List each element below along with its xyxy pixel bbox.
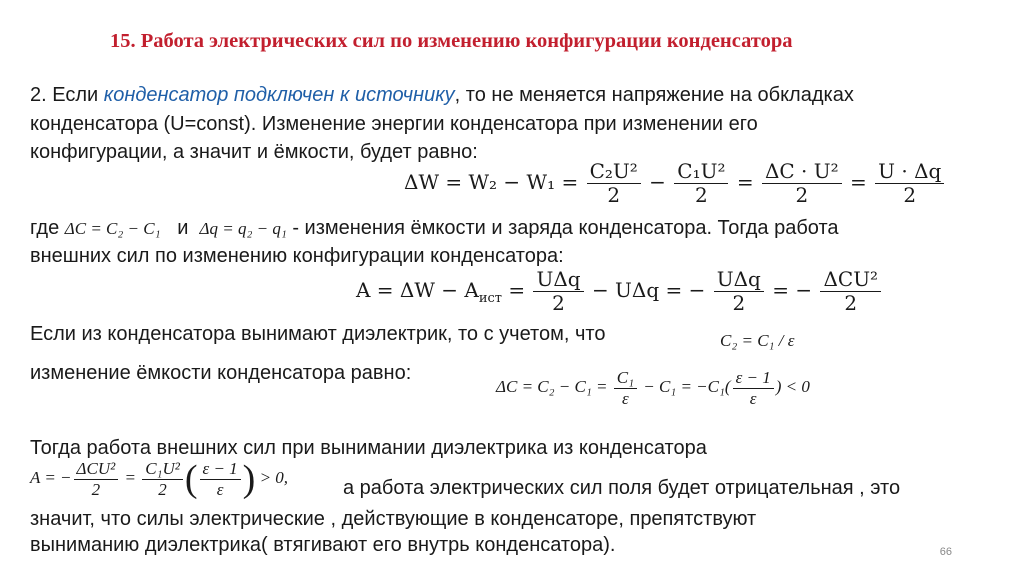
delta-q-formula: Δq = q₂ − q₁ xyxy=(199,219,287,238)
where-rest: - изменения ёмкости и заряда конденсатора. Тогда работа xyxy=(292,217,839,239)
slide-title: 15. Работа электрических сил по изменению конфигурации конденсатора xyxy=(110,30,793,52)
eq2-lhs: A = ΔW − A xyxy=(356,278,479,302)
equation-energy: ΔW = W₂ − W₁ = $\frac{\text{C₂U²}}{2}$ − $\frac{\text{C₁U²}}{2}$ = $\frac{\text{ΔC · U²}}{2}$ = $\frac{U \cdot \Delta q}{2}$ xyxy=(404,160,946,207)
left-paren: ( xyxy=(184,458,198,501)
where-line xyxy=(30,217,839,240)
eq2-frac-1: $\frac{\text{UΔq}}{2}$ xyxy=(533,268,583,315)
equation-work: $A = \Delta W - A_{ист}$ = $\frac{\text{UΔq}}{2}$ − UΔq = − $\frac{\text{UΔq}}{2}$ = − $\frac{\text{ΔCU²}}{2}$ xyxy=(356,268,883,315)
paragraph-4-tail: а работа электрических сил поля будет отрицательная , это xyxy=(343,477,901,499)
paragraph-4-line-4: выниманию диэлектрика( втягивают его внутрь конденсатора). xyxy=(30,534,616,556)
p1-highlight: конденсатор подключен к источнику xyxy=(103,84,455,106)
right-paren: ) xyxy=(242,458,256,501)
eq1-frac-1: $\frac{\text{C₂U²}}{2}$ xyxy=(587,160,641,207)
paragraph-3-line-1: Если из конденсатора вынимают диэлектрик, то с учетом, что xyxy=(30,323,606,345)
paragraph-1-line-2: конденсатора (U=const). Изменение энергии конденсатора при изменении его xyxy=(30,113,758,135)
page-number: 66 xyxy=(939,546,952,558)
eq1-lhs: ΔW = W₂ − W₁ = xyxy=(404,170,579,194)
p1-suffix: , то не меняется напряжение на обкладках xyxy=(454,84,854,106)
eq3-frac-2: $\frac{\varepsilon - 1}{\varepsilon}$ xyxy=(733,368,774,408)
eq1-frac-4: $\frac{U \cdot \Delta q}{2}$ xyxy=(875,160,944,207)
eq3-frac-1: $\frac{\text{C₁}}{\varepsilon}$ xyxy=(614,368,637,408)
paragraph-4-line-3: значит, что силы электрические , действующие в конденсаторе, препятствуют xyxy=(30,508,757,530)
eq1-frac-3: $\frac{\text{ΔC · U²}}{2}$ xyxy=(762,160,842,207)
paragraph-3-line-2: изменение ёмкости конденсатора равно: xyxy=(30,362,412,384)
equation-work-dielectric: A = − $\frac{\text{ΔCU²}}{2}$ = $\frac{\text{C₁U²}}{2}$ ( $\frac{\varepsilon - 1}{\varepsilon}$ ) > 0, xyxy=(30,458,289,501)
eq4-frac-2: $\frac{\text{C₁U²}}{2}$ xyxy=(142,459,183,499)
paragraph-2-line-2: внешних сил по изменению конфигурации конденсатора: xyxy=(30,245,564,267)
where-and: и xyxy=(177,217,189,239)
p1-prefix: 2. Если xyxy=(30,84,104,106)
capacitance-relation-formula: C₂ = C₁ / ε xyxy=(720,331,795,350)
eq4-frac-3: $\frac{\varepsilon - 1}{\varepsilon}$ xyxy=(200,459,241,499)
eq1-frac-2: $\frac{\text{C₁U²}}{2}$ xyxy=(674,160,728,207)
paragraph-1-line-3: конфигурации, а значит и ёмкости, будет равно: xyxy=(30,141,478,163)
delta-c-formula: ΔC = C₂ − C₁ xyxy=(64,219,161,238)
eq2-frac-2: $\frac{\text{UΔq}}{2}$ xyxy=(714,268,764,315)
eq4-frac-1: $\frac{\text{ΔCU²}}{2}$ xyxy=(74,459,119,499)
where-gde: где xyxy=(30,217,60,239)
equation-delta-c: ΔC = C₂ − C₁ = $\frac{\text{C₁}}{\varepsilon}$ − C₁ = −C₁( $\frac{\varepsilon - 1}{\varepsilon}$ ) < 0 xyxy=(496,368,810,408)
paragraph-1-line-1 xyxy=(30,84,854,107)
eq2-frac-3: $\frac{\text{ΔCU²}}{2}$ xyxy=(820,268,881,315)
paragraph-4-line-1: Тогда работа внешних сил при вынимании диэлектрика из конденсатора xyxy=(30,437,707,459)
